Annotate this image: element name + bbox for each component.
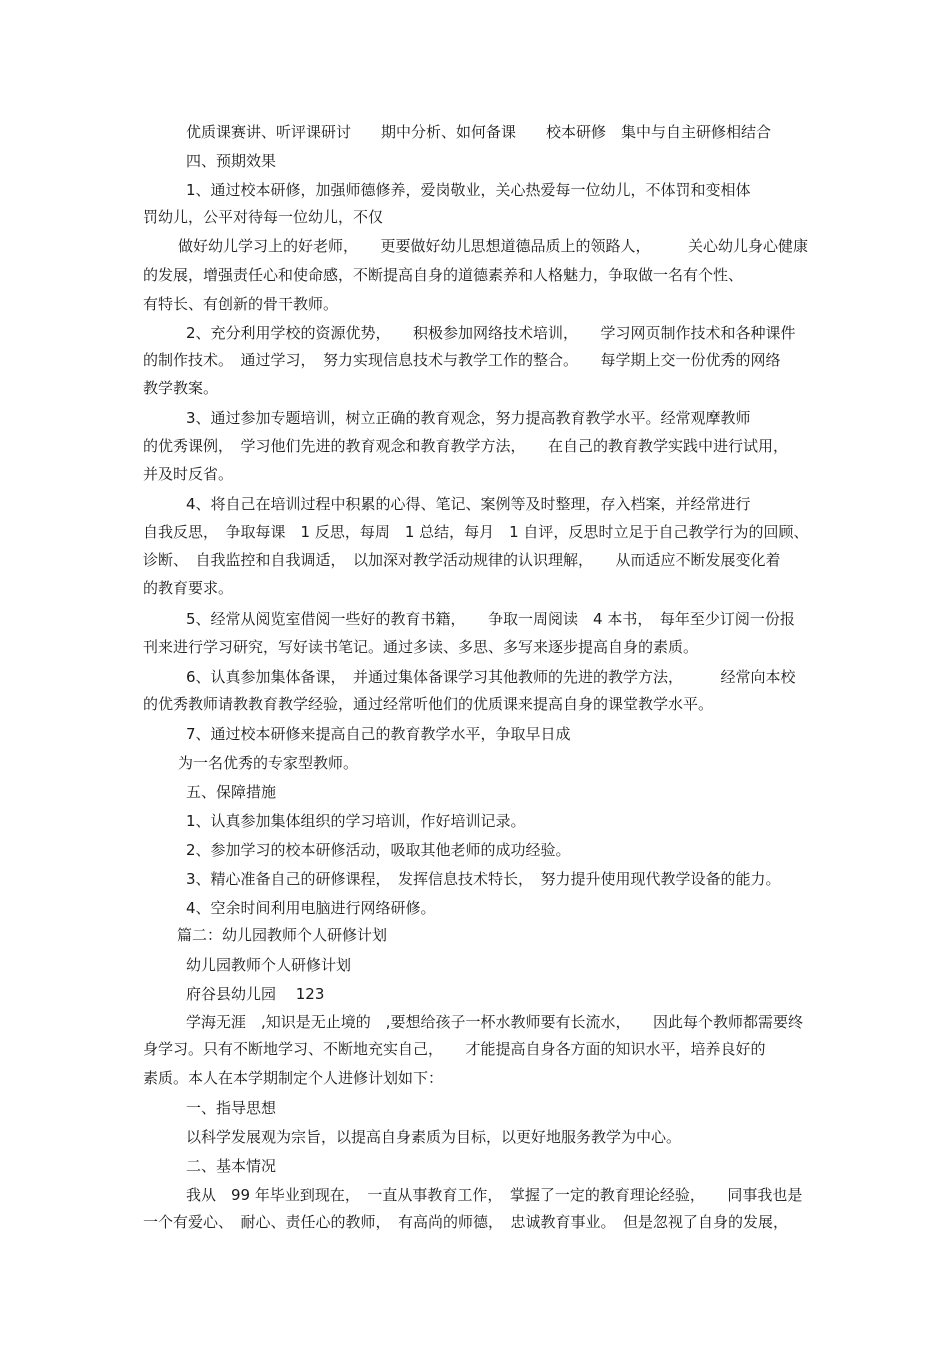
text-line: 优质课赛讲、听评课研讨 期中分析、如何备课 校本研修 集中与自主研修相结合 — [186, 123, 772, 141]
text-line: 3、通过参加专题培训，树立正确的教育观念，努力提高教育教学水平。经常观摩教师 — [186, 409, 751, 427]
section-heading: 一、指导思想 — [186, 1099, 277, 1117]
text-line: 教学教案。 — [143, 379, 219, 397]
text-line: 我从 99 年毕业到现在， 一直从事教育工作， 掌握了一定的教育理论经验， 同事我也是 — [186, 1186, 803, 1204]
text-line: 诊断、 自我监控和自我调适， 以加深对教学活动规律的认识理解， 从而适应不断发展变化着 — [143, 551, 781, 569]
text-line: 素质。本人在本学期制定个人进修计划如下： — [143, 1069, 444, 1087]
text-line: 刊来进行学习研究，写好读书笔记。通过多读、多思、多写来逐步提高自身的素质。 — [143, 638, 699, 656]
section-heading: 五、保障措施 — [186, 783, 277, 801]
text-line: 的教育要求。 — [143, 579, 234, 597]
text-line: 学海无涯 ,知识是无止境的 ,要想给孩子一杯水教师要有长流水， 因此每个教师都需要终 — [186, 1013, 804, 1031]
text-line: 做好幼儿学习上的好老师， 更要做好幼儿思想道德品质上的领路人， 关心幼儿身心健康 — [178, 237, 809, 255]
text-line: 4、将自己在培训过程中积累的心得、笔记、案例等及时整理，存入档案，并经常进行 — [186, 495, 751, 513]
text-line: 6、认真参加集体备课， 并通过集体备课学习其他教师的先进的教学方法， 经常向本校 — [186, 668, 796, 686]
text-line: 1、认真参加集体组织的学习培训，作好培训记录。 — [186, 812, 526, 830]
text-line: 有特长、有创新的骨干教师。 — [143, 295, 339, 313]
text-line: 身学习。只有不断地学习、不断地充实自己， 才能提高自身各方面的知识水平，培养良好的 — [143, 1040, 766, 1058]
text-line: 3、精心准备自己的研修课程， 发挥信息技术特长， 努力提升使用现代教学设备的能力。 — [186, 870, 781, 888]
text-line: 自我反思， 争取每课 1 反思，每周 1 总结，每月 1 自评，反思时立足于自己教学行为的回顾、 — [143, 523, 809, 541]
text-line: 的发展，增强责任心和使命感，不断提高自身的道德素养和人格魅力，争取做一名有个性、 — [143, 266, 744, 284]
text-line: 1、通过校本研修，加强师德修养，爱岗敬业，关心热爱每一位幼儿，不体罚和变相体 — [186, 181, 751, 199]
chapter-heading: 篇二：幼儿园教师个人研修计划 — [177, 926, 388, 944]
text-line: 2、充分利用学校的资源优势， 积极参加网络技术培训， 学习网页制作技术和各种课件 — [186, 324, 796, 342]
text-line: 2、参加学习的校本研修活动，吸取其他老师的成功经验。 — [186, 841, 571, 859]
author-line: 府谷县幼儿园 123 — [186, 985, 325, 1003]
text-line: 的优秀教师请教教育教学经验，通过经常听他们的优质课来提高自身的课堂教学水平。 — [143, 695, 714, 713]
text-line: 一个有爱心、 耐心、责任心的教师， 有高尚的师德， 忠诚教育事业。 但是忽视了自身的发展， — [143, 1213, 789, 1231]
text-line: 的制作技术。 通过学习， 努力实现信息技术与教学工作的整合。 每学期上交一份优秀的网络 — [143, 351, 781, 369]
section-heading: 四、预期效果 — [186, 152, 277, 170]
section-heading: 二、基本情况 — [186, 1157, 277, 1175]
text-line: 7、通过校本研修来提高自己的教育教学水平，争取早日成 — [186, 725, 571, 743]
text-line: 为一名优秀的专家型教师。 — [178, 754, 359, 772]
text-line: 并及时反省。 — [143, 465, 234, 483]
text-line: 4、空余时间利用电脑进行网络研修。 — [186, 899, 436, 917]
text-line: 5、经常从阅览室借阅一些好的教育书籍， 争取一周阅读 4 本书， 每年至少订阅一份报 — [186, 610, 795, 628]
text-line: 的优秀课例， 学习他们先进的教育观念和教育教学方法， 在自己的教育教学实践中进行试用， — [143, 437, 789, 455]
text-line: 以科学发展观为宗旨，以提高自身素质为目标，以更好地服务教学为中心。 — [186, 1128, 682, 1146]
text-line: 罚幼儿，公平对待每一位幼儿，不仅 — [143, 208, 384, 226]
document-title: 幼儿园教师个人研修计划 — [186, 956, 352, 974]
